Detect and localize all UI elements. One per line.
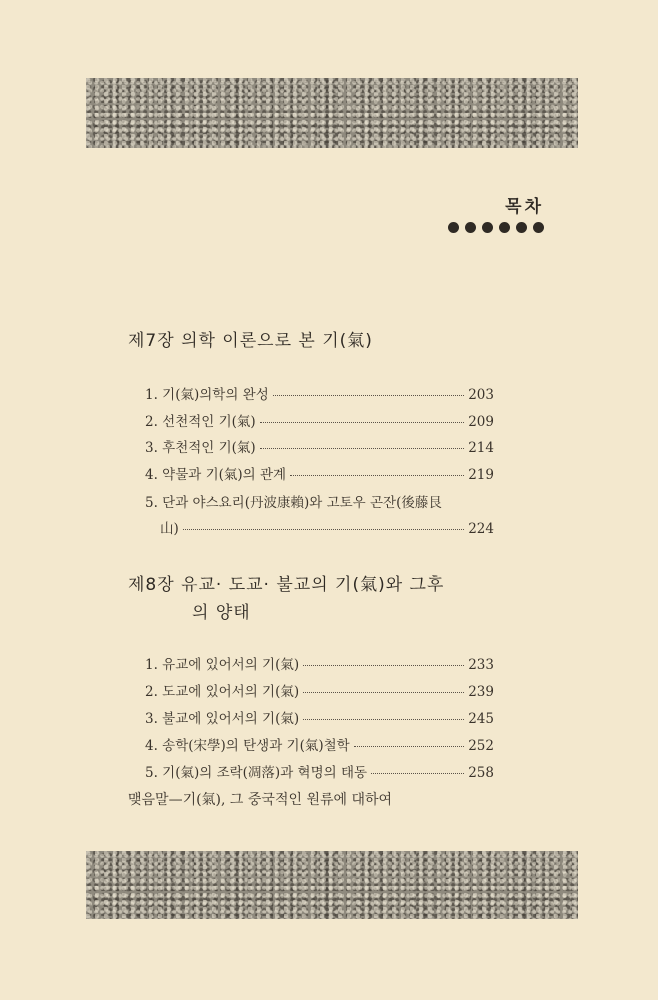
entry-page: 203	[468, 387, 494, 403]
entry-page: 239	[468, 684, 494, 700]
leader-dots	[260, 422, 464, 423]
chapter-8-title-cont: 의 양태	[192, 603, 251, 623]
entry-text: 3. 불교에 있어서의 기(氣)	[145, 711, 300, 727]
toc-entry	[145, 653, 494, 673]
toc-entry	[145, 707, 494, 727]
leader-dots	[303, 665, 464, 666]
leader-dots	[354, 746, 464, 747]
decorative-band-bottom	[86, 851, 578, 919]
toc-entry	[145, 761, 494, 781]
entry-text-continued: 山)	[160, 521, 179, 537]
entry-page: 233	[468, 657, 494, 673]
entry-page: 245	[468, 711, 494, 727]
entry-page: 219	[468, 467, 494, 483]
dot	[448, 222, 459, 233]
leader-dots	[183, 529, 464, 530]
leader-dots	[371, 773, 464, 774]
entry-text: 4. 약물과 기(氣)의 관계	[145, 467, 287, 483]
entry-text: 2. 도교에 있어서의 기(氣)	[145, 684, 300, 700]
closing-entry: 맺음말—기(氣), 그 중국적인 원류에 대하여	[128, 792, 393, 808]
toc-heading: 목차	[505, 197, 544, 217]
leader-dots	[303, 719, 464, 720]
entry-page: 258	[468, 765, 494, 781]
toc-entry	[160, 517, 494, 537]
toc-entry-line1: 5. 단과 야스요리(丹波康賴)와 고토우 곤잔(後藤艮	[145, 495, 442, 511]
entry-page: 252	[468, 738, 494, 754]
heading-dots	[448, 222, 544, 233]
toc-entry	[145, 734, 494, 754]
dot	[482, 222, 493, 233]
leader-dots	[303, 692, 464, 693]
entry-page: 209	[468, 414, 494, 430]
toc-entry	[145, 463, 494, 483]
leader-dots	[260, 448, 464, 449]
chapter-8-title: 제8장 유교· 도교· 불교의 기(氣)와 그후	[128, 575, 445, 595]
toc-entry	[145, 383, 494, 403]
dot	[533, 222, 544, 233]
entry-text: 1. 유교에 있어서의 기(氣)	[145, 657, 300, 673]
dot	[465, 222, 476, 233]
dot	[516, 222, 527, 233]
dot	[499, 222, 510, 233]
toc-entry	[145, 680, 494, 700]
entry-page: 214	[468, 440, 494, 456]
entry-text: 1. 기(氣)의학의 완성	[145, 387, 269, 403]
leader-dots	[290, 475, 464, 476]
chapter-7-title: 제7장 의학 이론으로 본 기(氣)	[128, 331, 373, 351]
entry-page: 224	[468, 521, 494, 537]
entry-text: 5. 기(氣)의 조락(凋落)과 혁명의 태동	[145, 765, 368, 781]
leader-dots	[273, 395, 464, 396]
entry-text: 3. 후천적인 기(氣)	[145, 440, 256, 456]
toc-entry	[145, 436, 494, 456]
decorative-band-top	[86, 78, 578, 148]
entry-text: 2. 선천적인 기(氣)	[145, 414, 256, 430]
entry-text: 4. 송학(宋學)의 탄생과 기(氣)철학	[145, 738, 350, 754]
toc-entry	[145, 410, 494, 430]
